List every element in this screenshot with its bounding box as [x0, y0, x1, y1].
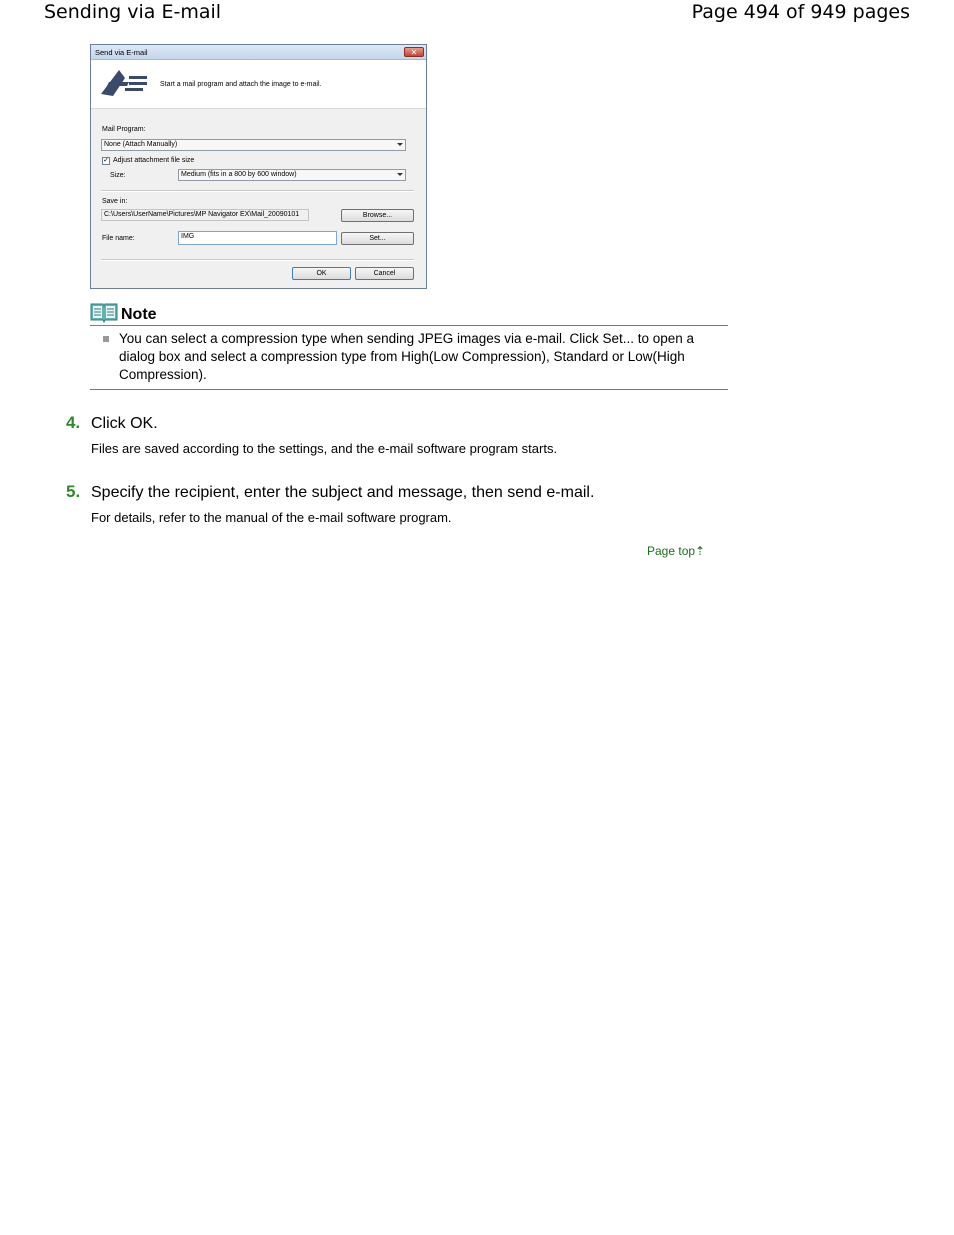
mail-program-value: None (Attach Manually): [104, 141, 178, 148]
browse-button[interactable]: Browse...: [341, 209, 414, 222]
dialog-description: Start a mail program and attach the image to e-mail.: [160, 81, 322, 88]
adjust-size-label: Adjust attachment file size: [113, 157, 195, 164]
dialog-banner: [91, 60, 426, 109]
file-name-label: File name:: [102, 235, 135, 242]
note-divider-top: [90, 325, 728, 326]
mail-program-label: Mail Program:: [102, 126, 146, 133]
cancel-button[interactable]: Cancel: [355, 267, 414, 280]
save-in-field: C:\Users\UserName\Pictures\MP Navigator EX\Mail_20090101: [101, 209, 309, 221]
step-4-number: 4.: [66, 413, 81, 432]
step-5-number: 5.: [66, 482, 81, 501]
adjust-size-checkbox[interactable]: ✓: [103, 157, 109, 164]
send-via-email-dialog: [90, 44, 427, 289]
note-title: Note: [121, 306, 157, 323]
page-top-link[interactable]: [647, 544, 705, 558]
close-icon[interactable]: ✕: [404, 47, 424, 57]
step-5-body: For details, refer to the manual of the e-mail software program.: [91, 510, 452, 525]
size-value: Medium (fits in a 800 by 600 window): [181, 171, 297, 178]
bullet-icon: [103, 336, 109, 342]
divider: [101, 259, 414, 261]
set-button[interactable]: Set...: [341, 232, 414, 245]
file-name-input[interactable]: IMG: [178, 231, 337, 245]
dialog-title-bar: [91, 45, 426, 60]
arrow-up-icon: ⇡: [695, 544, 706, 558]
chevron-down-icon: [397, 173, 403, 176]
save-in-label: Save in:: [102, 198, 128, 205]
size-label: Size:: [110, 172, 126, 179]
ok-button[interactable]: OK: [292, 267, 351, 280]
note-divider-bottom: [90, 389, 728, 390]
book-icon: [90, 301, 118, 323]
step-5-title: Specify the recipient, enter the subject and message, then send e-mail.: [91, 484, 595, 501]
note-text: You can select a compression type when sending JPEG images via e-mail. Click Set... to open a dialog box and select a compression type from High(Low Compression), Standard or Low(High Compression).: [119, 331, 695, 382]
dialog-title: Send via E-mail: [95, 48, 148, 57]
page-header-title: Sending via E-mail: [44, 1, 222, 23]
step-4-body: Files are saved according to the settings, and the e-mail software program starts.: [91, 441, 558, 456]
chevron-down-icon: [397, 143, 403, 146]
page-top-label: Page top: [647, 544, 696, 558]
email-send-icon: [99, 68, 151, 98]
mail-program-select[interactable]: [101, 139, 406, 151]
divider: [101, 190, 414, 192]
step-4-title: Click OK.: [91, 415, 158, 432]
page-header-page-count: Page 494 of 949 pages: [691, 1, 910, 23]
size-select[interactable]: [178, 169, 406, 181]
